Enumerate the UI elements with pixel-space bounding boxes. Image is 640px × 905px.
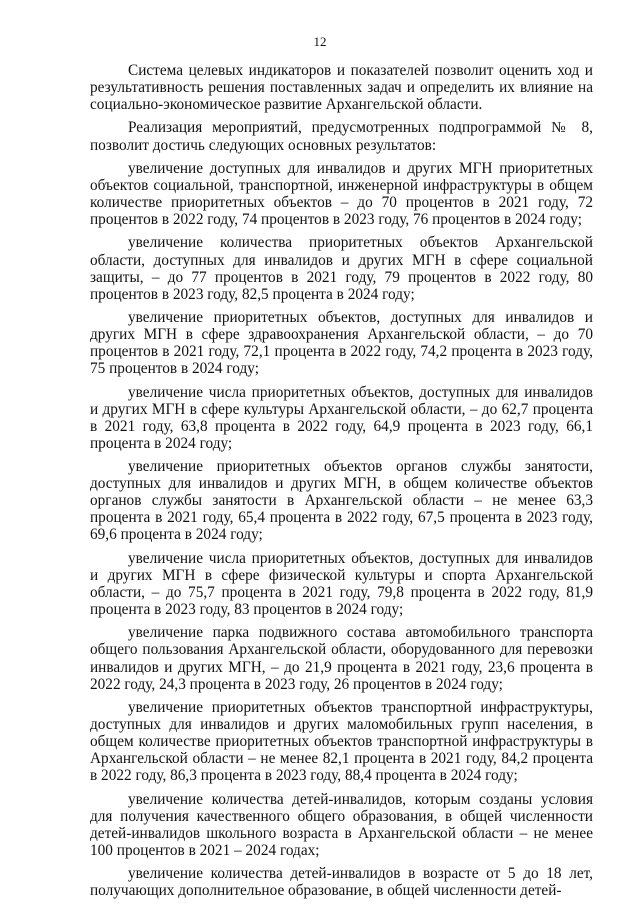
list-item: увеличение количества детей-инвалидов в возрасте от 5 до 18 лет, получающих дополнительное образование, в общей численности детей-	[90, 865, 593, 900]
list-item: увеличение доступных для инвалидов и других МГН приоритетных объектов социальной, транспортной, инженерной инфраструктуры в общем количестве приоритетных объектов – до 70 процентов в 2021 году, 72 процентов в 2022 году, 74 процентов в 2023 году, 76 процентов в 2024 году;	[90, 159, 593, 229]
list-item: увеличение количества приоритетных объектов Архангельской области, доступных для инвалидов и других МГН в сфере социальной защиты, – до 77 процентов в 2021 году, 79 процентов в 2022 году, 80 процентов в 2023 году, 82,5 процента в 2024 году;	[90, 234, 593, 303]
list-item: увеличение числа приоритетных объектов, доступных для инвалидов и других МГН в сфере физической культуры и спорта Архангельской области, – до 75,7 процента в 2021 году, 79,8 процента в 2022 году, 81,9 процента в 2023 году, 83 процентов в 2024 году;	[90, 549, 593, 619]
paragraph-results-lead: Реализация мероприятий, предусмотренных подпрограммой № 8, позволит достичь следующих основных результатов:	[90, 119, 593, 154]
list-item: увеличение приоритетных объектов органов службы занятости, доступных для инвалидов и других МГН, в общем количестве объектов органов службы занятости в Архангельской области – не менее 63,3 процента в 2021 году, 65,4 процента в 2022 году, 67,5 процента в 2023 году, 69,6 процента в 2024 году;	[90, 458, 593, 544]
list-item: увеличение парка подвижного состава автомобильного транспорта общего пользования Архангельской области, оборудованного для перевозки инвалидов и других МГН, – до 21,9 процента в 2021 году, 23,6 процента в 2022 году, 24,3 процента в 2023 году, 26 процентов в 2024 году;	[90, 624, 593, 693]
list-item: увеличение количества детей-инвалидов, которым созданы условия для получения качественного общего образования, в общей численности детей-инвалидов школьного возраста в Архангельской области – не менее 100 процентов в 2021 – 2024 годах;	[90, 790, 593, 859]
document-body	[90, 62, 593, 899]
paragraph-intro: Система целевых индикаторов и показателей позволит оценить ход и результативность решения поставленных задач и определить их влияние на социально-экономическое развитие Архангельской области.	[90, 62, 593, 114]
list-item: увеличение приоритетных объектов, доступных для инвалидов и других МГН в сфере здравоохранения Архангельской области, – до 70 процентов в 2021 году, 72,1 процента в 2022 году, 74,2 процента в 2023 году, 75 процентов в 2024 году;	[90, 308, 593, 378]
list-item: увеличение числа приоритетных объектов, доступных для инвалидов и других МГН в сфере культуры Архангельской области, – до 62,7 процента в 2021 году, 63,8 процента в 2022 году, 64,9 процента в 2023 году, 66,1 процента в 2024 году;	[90, 383, 593, 452]
page-number: 12	[313, 34, 327, 49]
list-item: увеличение приоритетных объектов транспортной инфраструктуры, доступных для инвалидов и других маломобильных групп населения, в общем количестве приоритетных объектов транспортной инфраструктуры в Архангельской области – не менее 82,1 процента в 2021 году, 84,2 процента в 2022 году, 86,3 процента в 2023 году, 88,4 процента в 2024 году;	[90, 698, 593, 785]
